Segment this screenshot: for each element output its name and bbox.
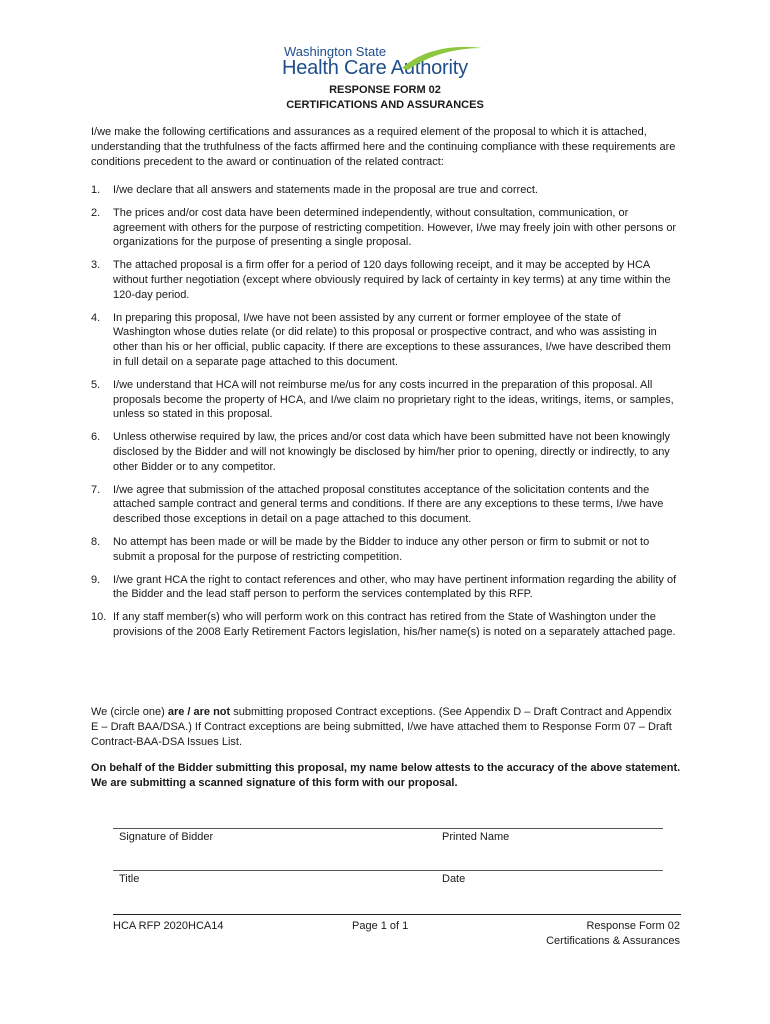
- item-number: 2.: [91, 206, 101, 219]
- item-text: I/we understand that HCA will not reimburse me/us for any costs incurred in the preparation of this proposal. All proposals become the property of HCA, and I/we claim no proprietary right to the ideas, writings, items, or samples, unless so stated in this proposal.: [113, 378, 674, 421]
- list-item: [91, 183, 681, 198]
- list-item: [91, 378, 681, 422]
- footer-divider: [113, 914, 681, 915]
- list-item: [91, 206, 681, 250]
- footer-form-name: [500, 919, 680, 949]
- item-text: I/we declare that all answers and statements made in the proposal are true and correct.: [113, 184, 538, 196]
- date-label: Date: [442, 873, 466, 885]
- item-number: 3.: [91, 259, 101, 272]
- signature-label: Signature of Bidder: [119, 831, 214, 843]
- list-item: [91, 535, 681, 565]
- list-item: [91, 258, 681, 302]
- item-text: No attempt has been made or will be made by the Bidder to induce any other person or firm to submit or not to submit a proposal for the purpose of restricting competition.: [113, 535, 650, 563]
- item-number: 4.: [91, 311, 101, 324]
- logo-swoosh-icon: [400, 44, 486, 74]
- item-text: I/we agree that submission of the attached proposal constitutes acceptance of the solicitation contents and the attached sample contract and general terms and conditions. If there are any exceptions to these terms, I/we have described those exceptions in detail on a page attached to this document.: [113, 483, 664, 526]
- intro-paragraph: I/we make the following certifications and assurances as a required element of the proposal to which it is attached, understanding that the truthfulness of the facts affirmed here and the continuing compliance with these requirements are conditions precedent to the award or continuation of the related contract:: [91, 126, 676, 168]
- printed-name-label: Printed Name: [442, 831, 510, 843]
- item-number: 9.: [91, 573, 101, 586]
- item-text: Unless otherwise required by law, the prices and/or cost data which have been submitted have not been knowingly disclosed by the Bidder and will not knowingly be disclosed by him/her prior to opening, directly or indirectly, to any other Bidder or to any competitor.: [113, 431, 671, 473]
- page-title: CERTIFICATIONS AND ASSURANCES: [286, 99, 484, 111]
- item-text: In preparing this proposal, I/we have not been assisted by any current or former employee of the state of Washington whose duties relate (or did relate) to this proposal or prospective contract, and who was assisting in other than his or her official, public capacity. If there are exceptions to these assurances, I/we have described them in full detail on a separate page attached to this document.: [113, 311, 671, 368]
- item-text: If any staff member(s) who will perform work on this contract has retired from the State of Washington under the provisions of the 2008 Early Retirement Factors legislation, his/her name(s) is noted on a separately attached page.: [113, 611, 676, 638]
- certifications-list: [91, 183, 681, 648]
- list-item: [91, 430, 681, 474]
- list-item: [91, 610, 681, 640]
- list-item: [91, 483, 681, 527]
- logo-line1: Washington State: [284, 44, 387, 59]
- footer-rfp-number: HCA RFP 2020HCA14: [113, 920, 224, 932]
- title-label: Title: [119, 873, 140, 885]
- exceptions-suffix: submitting proposed Contract exceptions. (See Appendix D – Draft Contract and Appendix E – Draft BAA/DSA.) If Contract exceptions are being submitted, I/we have attached them to Response Form 07 – Draft Contract-BAA-DSA Issues List.: [91, 706, 672, 748]
- footer-form-line1: Response Form 02: [586, 920, 680, 932]
- item-number: 8.: [91, 535, 101, 548]
- item-number: 10.: [91, 611, 107, 624]
- footer-form-line2: Certifications & Assurances: [546, 935, 680, 947]
- signature-line[interactable]: [113, 828, 663, 829]
- item-text: I/we grant HCA the right to contact references and other, who may have pertinent information regarding the ability of the Bidder and the lead staff person to perform the services contemplated by this RFP.: [113, 573, 677, 601]
- item-number: 5.: [91, 378, 101, 391]
- item-number: 6.: [91, 431, 101, 444]
- item-text: The prices and/or cost data have been determined independently, without consultation, communication, or agreement with others for the purpose of restricting competition. However, I/we may freely join with other persons or organizations for the purpose of presenting a single proposal.: [113, 206, 677, 249]
- hca-logo: [282, 44, 492, 84]
- title-date-line[interactable]: [113, 870, 663, 871]
- footer-page-number: Page 1 of 1: [352, 920, 409, 932]
- item-text: The attached proposal is a firm offer for a period of 120 days following receipt, and it may be accepted by HCA without further negotiation (except where obviously required by lack of certainty in key terms) at any time within the 120-day period.: [113, 259, 671, 301]
- list-item: [91, 573, 681, 603]
- item-number: 1.: [91, 184, 101, 196]
- exceptions-prefix: We (circle one): [91, 706, 168, 718]
- exceptions-paragraph: [91, 705, 681, 750]
- item-number: 7.: [91, 483, 101, 496]
- list-item: [91, 311, 681, 370]
- exceptions-choice[interactable]: are / are not: [167, 706, 231, 718]
- attestation-statement: On behalf of the Bidder submitting this proposal, my name below attests to the accuracy of the above statement. We are submitting a scanned signature of this form with our proposal.: [91, 762, 681, 789]
- logo-line2: Health Care Authority: [282, 57, 468, 79]
- form-number: RESPONSE FORM 02: [329, 84, 441, 96]
